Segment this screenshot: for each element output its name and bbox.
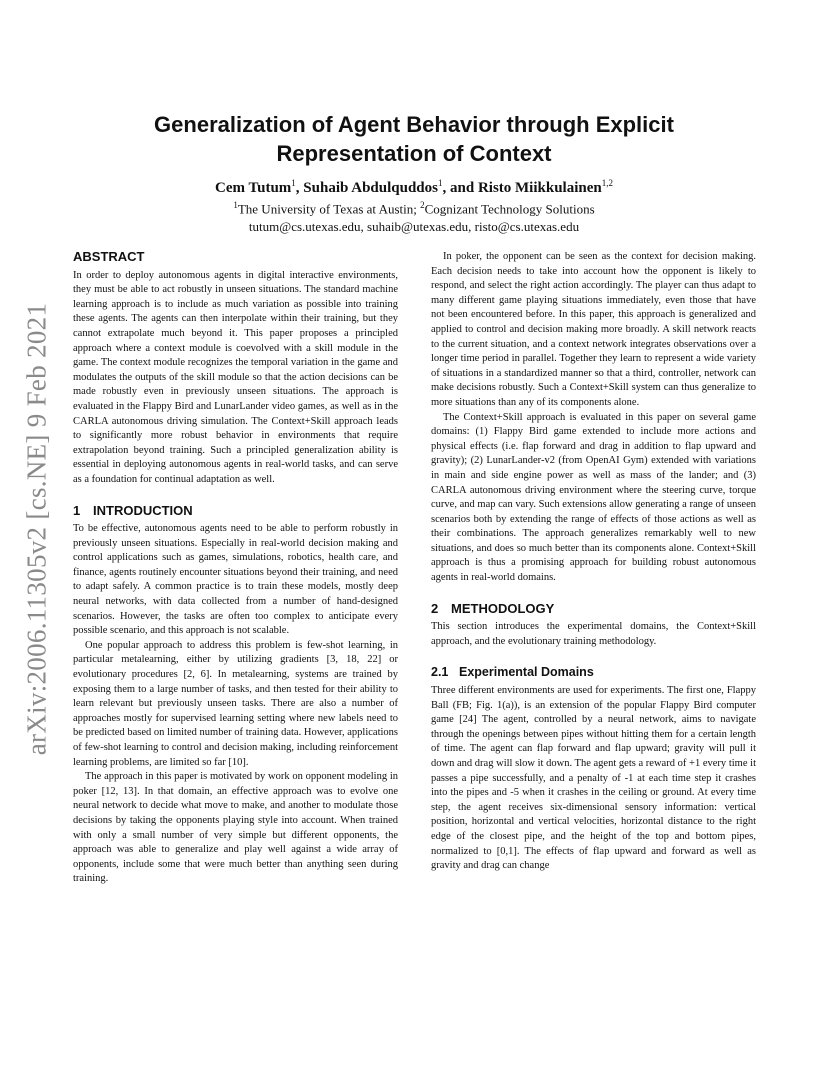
- right-column: [431, 250, 756, 874]
- author-affil-mark: 1: [438, 178, 443, 188]
- paragraph: The Context+Skill approach is evaluated in this paper on several game domains: (1) Flappy Bird game extended to include more actions and physical effects (i.e. flap forward and drag in addition to flap upward and gravity); (2) LunarLander-v2 (from OpenAI Gym) extended with variations in main and side engine power as well as mass of the lander; and (3) CARLA autonomous driving environment where the steering curve, torque curve, and map can vary. Such extensions allow generating a range of unseen scenarios both by extending the range of effects of those actions as well as their combinations. The approach generalizes remarkably well to new situations, and does so much better than its components alone. Context+Skill approach is thus a promising approach for building robust autonomous agents in real-world domains.: [431, 411, 756, 584]
- paragraph: To be effective, autonomous agents need to be able to perform robustly in previously unseen situations. Especially in real-world decision making and control applications such as games, simulations, robotics, health care, and finance, agents routinely encounter situations beyond their training, and need to adapt safely. A common practice is to train these models, mostly deep neural networks, with data collected from a number of hand-designed scenarios. However, the tasks are often too complex to anticipate every possible scenario, and this approach is not scalable.: [73, 523, 398, 637]
- paragraph: This section introduces the experimental domains, the Context+Skill approach, and the evolutionary training methodology.: [431, 621, 756, 647]
- affil-mark: 1: [233, 200, 238, 210]
- paper-title: [100, 110, 728, 168]
- title-line-2: Representation of Context: [276, 141, 552, 166]
- subsection-title: Experimental Domains: [459, 665, 594, 680]
- affiliations: [100, 196, 728, 236]
- section-heading-methodology: [431, 602, 756, 617]
- paragraph: The approach in this paper is motivated by work on opponent modeling in poker [12, 13]. In that domain, an effective approach was to evolve one neural network to decide what move to make, and another to modulate those decisions by taking the opponents playing style into account. When trained with only a small number of very simple but different opponents, the approach was able to generalize and play well against a wide array of opponents, include some that were much better than anything seen during training.: [73, 771, 398, 885]
- author-name: Cem Tutum: [215, 180, 292, 196]
- author-affil-mark: 1,2: [601, 178, 613, 188]
- section-number: 2: [431, 600, 439, 616]
- section-title: INTRODUCTION: [93, 502, 193, 518]
- arxiv-identifier: [22, 294, 52, 764]
- author-separator: , and: [442, 180, 478, 196]
- author-separator: ,: [295, 180, 304, 196]
- author-list: [100, 178, 728, 197]
- affil-mark: 2: [420, 200, 425, 210]
- paragraph: One popular approach to address this problem is few-shot learning, in particular metalearning, either by utilizing gradients [3, 18, 22] or evolutionary procedures [2, 6]. In metalearning, systems are trained by exposing them to a large number of tasks, and then tested for their ability to learn relevant but previously unseen tasks. There are also a number of approaches mostly for supervised learning setting where new labels need to be predicted based on limited number of training data. However, applications of few-shot learning to control and decision making, including reinforcement learning problems, are limited so far [10].: [73, 639, 398, 768]
- section-title: METHODOLOGY: [451, 600, 555, 616]
- author-name: Risto Miikkulainen: [477, 180, 602, 196]
- arxiv-identifier-text: arXiv:2006.11305v2 [cs.NE] 9 Feb 2021: [21, 302, 52, 756]
- section-heading-introduction: [73, 504, 398, 519]
- left-column: [73, 250, 398, 887]
- subsection-heading-experimental-domains: [431, 665, 756, 680]
- paragraph: In poker, the opponent can be seen as the context for decision making. Each decision needs to take into account how the opponent is likely to respond, and select the right action accordingly. The player can thus adapt to many different game playing situations immediately, even those that have not been encountered before. In this paper, this approach is generalized and applied to control and decision making more broadly. A skill network reacts to the current situation, and a context network integrates observations over a longer time period in parallel. Together they learn to represent a wide variety of situations in a standardized manner so that a third, controller, network can make decisions robustly. Such a Context+Skill system can thus generalize to more situations than any of its components alone.: [431, 251, 756, 408]
- affiliation-2: Cognizant Technology Solutions: [424, 201, 595, 217]
- author-affil-mark: 1: [291, 178, 296, 188]
- subsection-number: 2.1: [431, 665, 449, 680]
- affiliation-1: The University of Texas at Austin;: [237, 201, 421, 217]
- paragraph: Three different environments are used for experiments. The first one, Flappy Ball (FB; Fig. 1(a)), is an extension of the popular Flappy Bird computer game [24] The agent, controlled by a neural network, aims to navigate through the openings between pipes without hitting them for a certain length of time. The agent can flap forward and flap upward; gravity will pull it down and drag will slow it down. The agent gets a reward of +1 every time it passes a pipe successfully, and a penalty of -1 at each time step it crashes into the pipes and -5 when it crashes in the ceiling or ground. At every time step, the agent receives six-dimensional sensory information: vertical position, horizontal and vertical velocities, horizontal distance to the right edge of the closest pipe, and the height of the top and bottom pipes, normalized to [0,1]. The effects of flap upward and forward as well as gravity and drag can change: [431, 685, 756, 872]
- section-number: 1: [73, 502, 81, 518]
- affiliation-line: [100, 196, 728, 218]
- title-line-1: Generalization of Agent Behavior through Explicit: [154, 112, 674, 137]
- abstract-text: In order to deploy autonomous agents in digital interactive environments, they must be able to act robustly in unseen situations. The standard machine learning approach is to include as much variation as possible into training these agents. The agents can then interpolate within their training, but they cannot extrapolate much beyond it. This paper proposes a principled approach where a context module is coevolved with a skill module in the game. The context module recognizes the temporal variation in the game and modulates the outputs of the skill module so that the action decisions can be made robustly even in previously unseen situations. The approach is evaluated in the Flappy Bird and LunarLander video games, as well as in the CARLA autonomous driving simulation. The Context+Skill approach leads to significantly more robust behavior in environments that require extrapolation beyond training. Such a principled generalization ability is essential in deploying autonomous agents in real-world tasks, and can serve as a foundation for continual adaptation as well.: [73, 269, 398, 485]
- author-emails: tutum@cs.utexas.edu, suhaib@utexas.edu, risto@cs.utexas.edu: [248, 219, 580, 235]
- author-name: Suhaib Abdulquddos: [303, 180, 438, 196]
- abstract-heading: ABSTRACT: [73, 249, 145, 264]
